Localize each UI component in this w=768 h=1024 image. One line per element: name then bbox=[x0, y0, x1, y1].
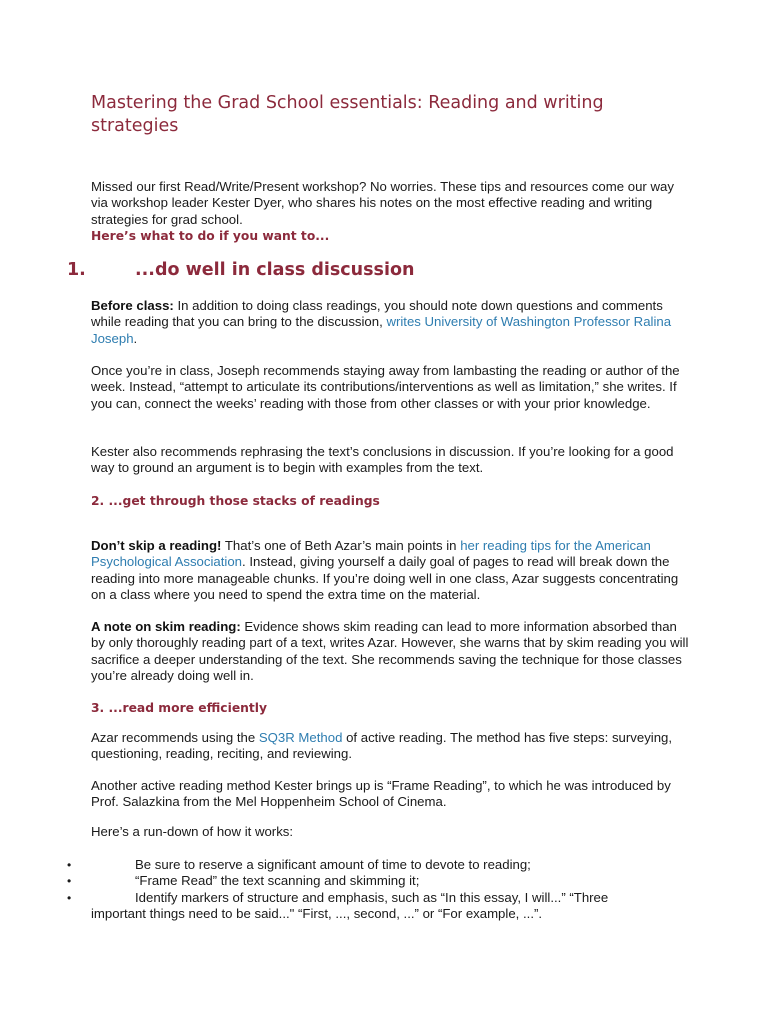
section1-paragraph-2: Once you’re in class, Joseph recommends staying away from lambasting the reading or author of the week. Instead, “attempt to articulate its contributions/interventions as well as limitation,” she writes. If you can, connect the weeks’ reading with those from other classes or with your prior knowledge. bbox=[91, 363, 680, 411]
section1-p1-bold: Before class: bbox=[91, 298, 174, 313]
section1-title: ...do well in class discussion bbox=[135, 260, 415, 280]
section1-p1-text: In addition to doing class readings, you should note down questions and comments while reading that you can bring to the discussion, bbox=[91, 298, 663, 330]
section1-paragraph-3: Kester also recommends rephrasing the text’s conclusions in discussion. If you’re looking for a good way to ground an argument is to begin with examples from the text. bbox=[91, 444, 674, 476]
lead-in-text: Here’s what to do if you want to... bbox=[91, 229, 330, 243]
sq3r-method-link[interactable]: SQ3R Method bbox=[258, 730, 343, 745]
section2-p1-bold: Don’t skip a reading! bbox=[91, 538, 222, 553]
list-item-text: Identify markers of structure and emphasis, such as “In this essay, I will...” “Three important things need to be said..." “First, ..., second, ...” or “For example, ...”. bbox=[91, 889, 609, 921]
intro-paragraph: Missed our first Read/Write/Present workshop? No worries. These tips and resources come our way via workshop leader Kester Dyer, who shares his notes on the most effective reading and writing strategies for grad school. bbox=[91, 179, 674, 227]
apa-reading-tips-link[interactable]: her reading tips for the American Psychological Association bbox=[91, 538, 651, 570]
section2-p1-end: . Instead, giving yourself a daily goal of pages to read will break down the reading into more manageable chunks. If you’re doing well in one class, Azar suggests concentrating on a class where you need to spend the extra time on the material. bbox=[91, 554, 679, 602]
section3-p1-end: of active reading. The method has five steps: surveying, questioning, reading, reciting, and reviewing. bbox=[91, 730, 673, 762]
section3-paragraph-2: Another active reading method Kester brings up is “Frame Reading”, to which he was introduced by Prof. Salazkina from the Mel Hoppenheim School of Cinema. bbox=[91, 778, 671, 810]
section3-p1-text: Azar recommends using the bbox=[91, 730, 259, 745]
section2-p1-text: That’s one of Beth Azar’s main points in bbox=[221, 538, 461, 553]
page-title: Mastering the Grad School essentials: Reading and writing strategies bbox=[91, 93, 604, 136]
section1-heading bbox=[67, 258, 414, 282]
section2-p2-text: Evidence shows skim reading can lead to more information absorbed than by only thoroughly reading part of a text, writes Azar. However, she warns that by skim reading you will sacrifice a deeper understanding of the text. She recommends saving the technique for those classes you’re already doing well in. bbox=[91, 619, 689, 683]
list-item-text: “Frame Read” the text scanning and skimming it; bbox=[135, 873, 420, 889]
frame-reading-steps-list bbox=[0, 857, 768, 922]
bullet-icon: • bbox=[67, 874, 72, 889]
section2-p2-bold: A note on skim reading: bbox=[91, 619, 241, 634]
list-item bbox=[0, 873, 768, 889]
list-item-text: Be sure to reserve a significant amount of time to devote to reading; bbox=[135, 857, 531, 872]
list-item bbox=[0, 857, 768, 873]
section3-paragraph-3: Here’s a run-down of how it works: bbox=[91, 824, 294, 839]
bullet-icon: • bbox=[67, 858, 72, 872]
washington-professor-link[interactable]: writes University of Washington Professor Ralina Joseph bbox=[91, 314, 672, 346]
bullet-icon: • bbox=[67, 890, 72, 905]
section2-heading: 2. ...get through those stacks of readings bbox=[91, 494, 380, 508]
section1-paragraph-1 bbox=[91, 298, 691, 347]
section2-paragraph-2 bbox=[91, 619, 691, 684]
section1-p1-end: . bbox=[133, 330, 138, 346]
section3-heading: 3. ...read more efficiently bbox=[91, 701, 268, 715]
section3-paragraph-1 bbox=[91, 730, 691, 763]
list-item bbox=[0, 890, 768, 923]
section1-number: 1. bbox=[67, 260, 86, 280]
section2-paragraph-1 bbox=[91, 538, 691, 603]
